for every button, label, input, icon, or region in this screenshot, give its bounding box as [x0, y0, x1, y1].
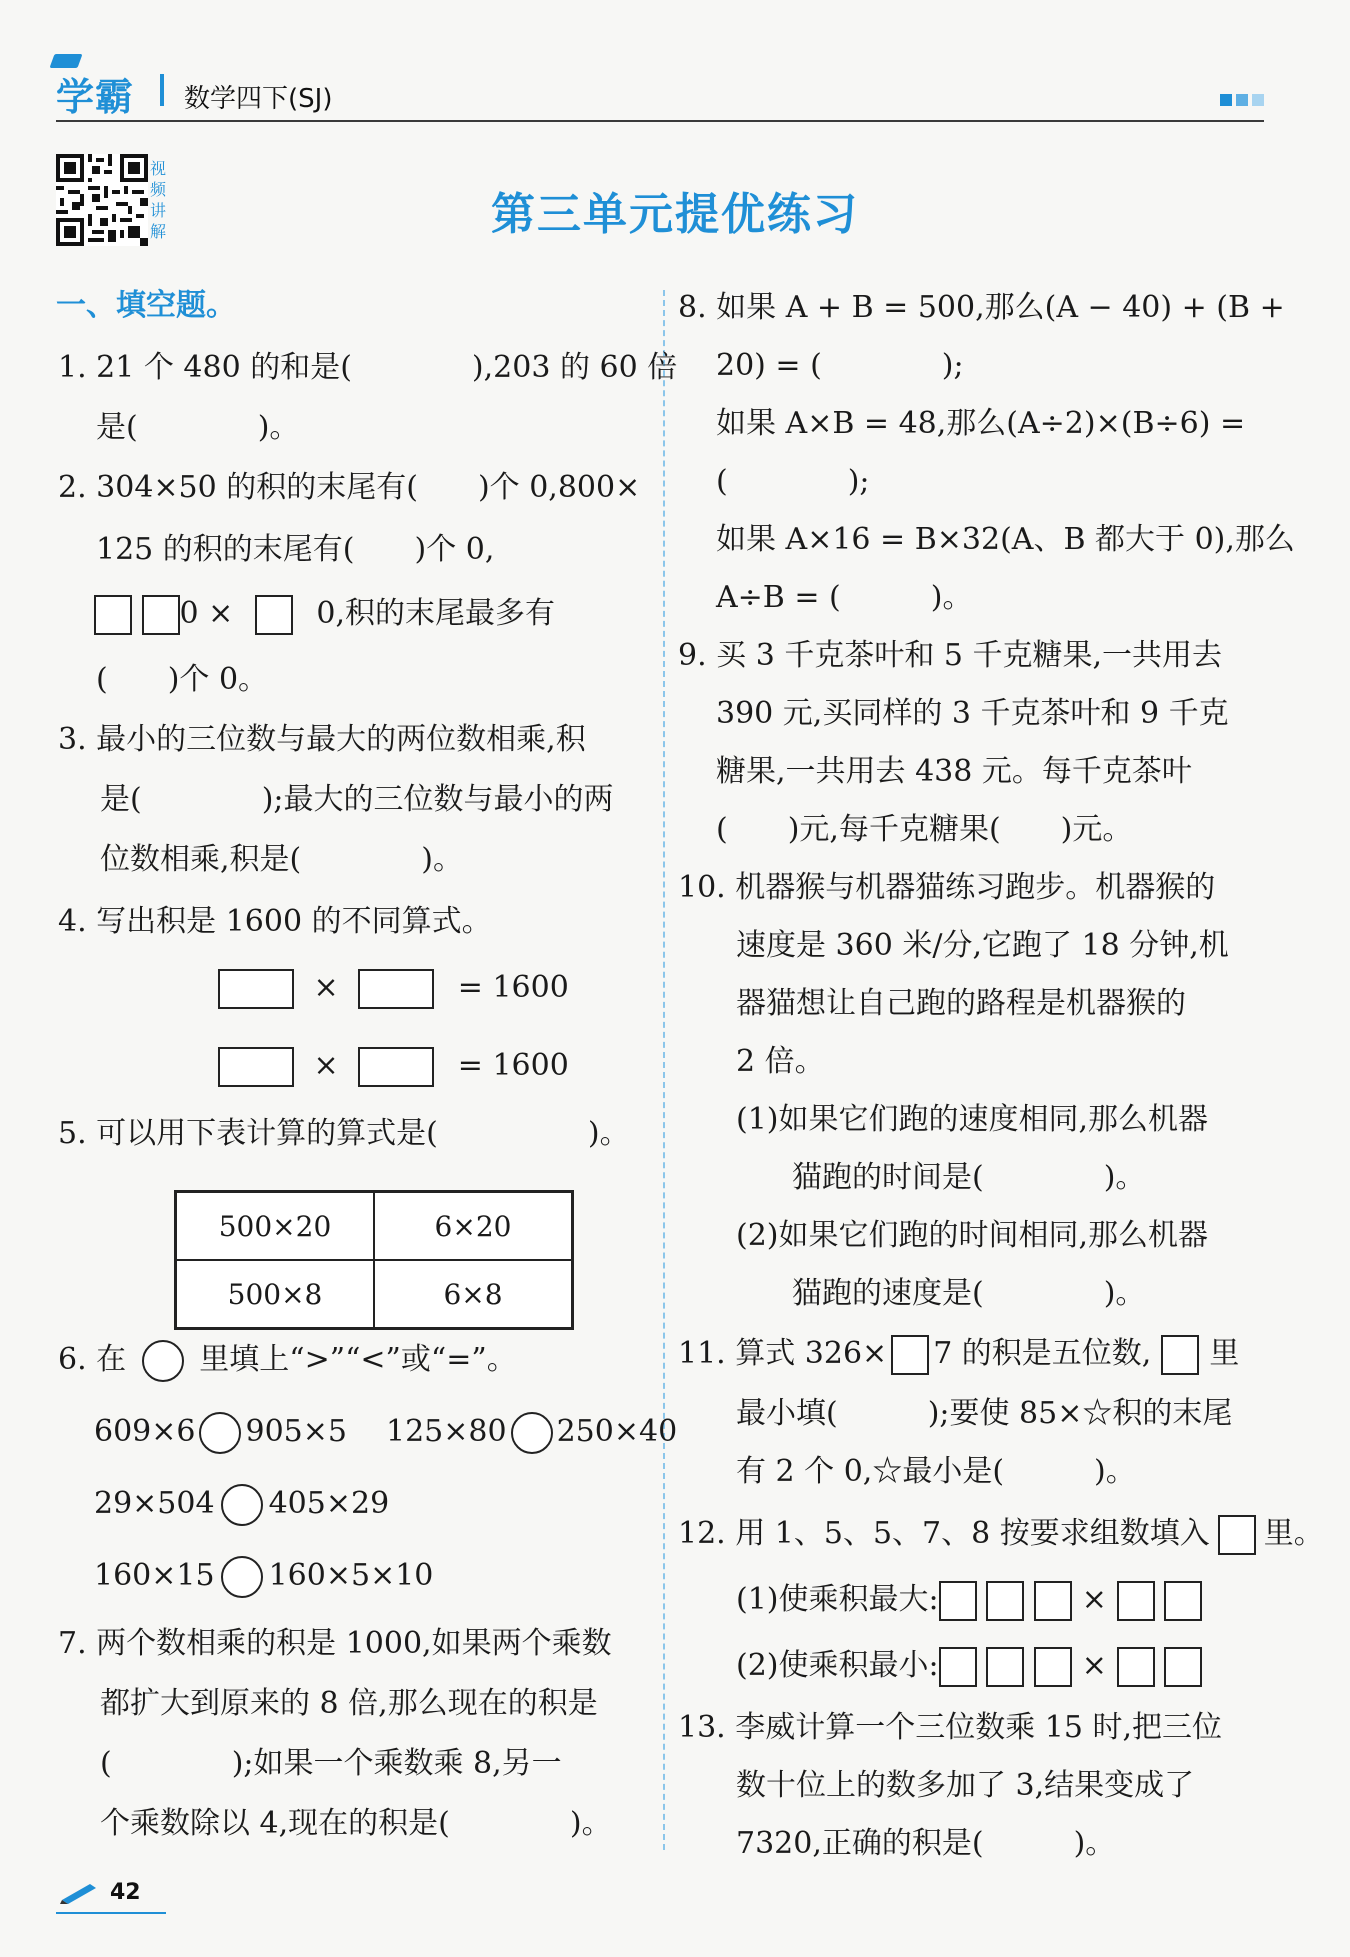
- table-cell: 500×20: [176, 1192, 375, 1261]
- q8-line2: 20) = ( );: [716, 348, 964, 383]
- q11-line2: 最小填( );要使 85×☆积的末尾: [736, 1396, 1233, 1431]
- header-rule: [56, 120, 1264, 122]
- q10-sub1: (1)如果它们跑的速度相同,那么机器: [736, 1102, 1209, 1137]
- q2-line3: [94, 594, 555, 635]
- digit-box[interactable]: [255, 595, 293, 635]
- q8-line4: ( );: [716, 464, 870, 499]
- q13-line3: 7320,正确的积是( )。: [736, 1826, 1116, 1861]
- q6-item: 609×6 905×5: [94, 1412, 347, 1454]
- q10-line2: 速度是 360 米/分,它跑了 18 分钟,机: [736, 928, 1229, 963]
- digit-box[interactable]: [142, 595, 180, 635]
- column-divider: [663, 290, 665, 1850]
- compare-circle[interactable]: [199, 1412, 241, 1454]
- digit-box[interactable]: [986, 1581, 1024, 1621]
- q1-line2: 是( )。: [96, 410, 300, 445]
- answer-box[interactable]: [218, 969, 294, 1009]
- q12-line1: 12. 用 1、5、5、7、8 按要求组数填入 里。: [678, 1514, 1324, 1555]
- table-cell: 6×8: [374, 1260, 573, 1329]
- header-dots-decoration: [1220, 94, 1264, 106]
- q7-line4: 个乘数除以 4,现在的积是( )。: [100, 1806, 612, 1841]
- q6-prompt: [58, 1340, 517, 1382]
- q7-line1: 7. 两个数相乘的积是 1000,如果两个乘数: [58, 1626, 612, 1661]
- page-number: 42: [110, 1880, 141, 1905]
- table-cell: 6×20: [374, 1192, 573, 1261]
- q8-line5: 如果 A×16 = B×32(A、B 都大于 0),那么: [716, 522, 1295, 557]
- equals-1600: = 1600: [457, 970, 569, 1005]
- q1-line1: 1. 21 个 480 的和是( ),203 的 60 倍: [58, 350, 678, 385]
- digit-box[interactable]: [986, 1647, 1024, 1687]
- times-sign: ×: [313, 1048, 339, 1083]
- q4-prompt: 4. 写出积是 1600 的不同算式。: [58, 904, 492, 939]
- q2-text-mid: 0 ×: [179, 596, 234, 631]
- q10-sub2: (2)如果它们跑的时间相同,那么机器: [736, 1218, 1209, 1253]
- q8-line6: A÷B = ( )。: [716, 580, 973, 615]
- digit-box[interactable]: [1161, 1335, 1199, 1375]
- q10-line4: 2 倍。: [736, 1044, 825, 1079]
- digit-box[interactable]: [1164, 1647, 1202, 1687]
- times-sign: ×: [313, 970, 339, 1005]
- answer-box[interactable]: [218, 1047, 294, 1087]
- answer-box[interactable]: [358, 969, 434, 1009]
- q5-prompt: 5. 可以用下表计算的算式是( )。: [58, 1116, 630, 1151]
- qr-video-label: 视频讲解: [150, 159, 167, 241]
- q2-line1: 2. 304×50 的积的末尾有( )个 0,800×: [58, 470, 641, 505]
- q11-line1: 11. 算式 326× 7 的积是五位数, 里: [678, 1334, 1239, 1375]
- calculation-table: [174, 1190, 574, 1330]
- q6-item: 160×15 160×5×10: [94, 1556, 433, 1598]
- q10-line1: 10. 机器猴与机器猫练习跑步。机器猴的: [678, 870, 1216, 905]
- q9-line2: 390 元,买同样的 3 千克茶叶和 9 千克: [716, 696, 1229, 731]
- compare-circle[interactable]: [511, 1412, 553, 1454]
- book-subtitle: 数学四下(SJ): [184, 84, 333, 114]
- q12-sub1: (1)使乘积最大: ×: [736, 1580, 1202, 1621]
- pencil-icon: [60, 1882, 100, 1904]
- digit-box[interactable]: [939, 1647, 977, 1687]
- q9-line4: ( )元,每千克糖果( )元。: [716, 812, 1133, 847]
- q6-post: 里填上“>”“<”或“=”。: [199, 1342, 517, 1377]
- q3-line2: 是( );最大的三位数与最小的两: [100, 782, 614, 817]
- q2-line2: 125 的积的末尾有( )个 0,: [96, 532, 495, 567]
- brand-logo: [56, 66, 134, 121]
- q13-line2: 数十位上的数多加了 3,结果变成了: [736, 1768, 1195, 1803]
- q9-line1: 9. 买 3 千克茶叶和 5 千克糖果,一共用去: [678, 638, 1223, 673]
- q4-row1: [218, 968, 569, 1009]
- digit-box[interactable]: [891, 1335, 929, 1375]
- q6-pre: 6. 在: [58, 1342, 127, 1377]
- q6-item: 29×504 405×29: [94, 1484, 389, 1526]
- q7-line3: ( );如果一个乘数乘 8,另一: [100, 1746, 562, 1781]
- equals-1600: = 1600: [457, 1048, 569, 1083]
- q10-sub2-cont: 猫跑的速度是( )。: [792, 1276, 1146, 1311]
- digit-box[interactable]: [1164, 1581, 1202, 1621]
- q11-line3: 有 2 个 0,☆最小是( )。: [736, 1454, 1136, 1489]
- digit-box[interactable]: [939, 1581, 977, 1621]
- q3-line1: 3. 最小的三位数与最大的两位数相乘,积: [58, 722, 586, 757]
- q13-line1: 13. 李威计算一个三位数乘 15 时,把三位: [678, 1710, 1223, 1745]
- compare-circle[interactable]: [142, 1340, 184, 1382]
- page-title: 第三单元提优练习: [491, 189, 859, 240]
- section-heading: 一、填空题。: [56, 288, 236, 323]
- q12-sub2: (2)使乘积最小: ×: [736, 1646, 1202, 1687]
- compare-circle[interactable]: [221, 1556, 263, 1598]
- digit-box[interactable]: [1218, 1515, 1256, 1555]
- q9-line3: 糖果,一共用去 438 元。每千克茶叶: [716, 754, 1192, 789]
- q10-sub1-cont: 猫跑的时间是( )。: [792, 1160, 1146, 1195]
- digit-box[interactable]: [1117, 1581, 1155, 1621]
- footer-rule: [56, 1912, 166, 1914]
- logo-text: 学霸: [56, 75, 135, 119]
- header-divider-bar: [160, 74, 164, 106]
- q3-line3: 位数相乘,积是( )。: [100, 842, 463, 877]
- q4-row2: [218, 1046, 569, 1087]
- table-cell: 500×8: [176, 1260, 375, 1329]
- digit-box[interactable]: [1117, 1647, 1155, 1687]
- q2-line4: ( )个 0。: [96, 662, 269, 697]
- digit-box[interactable]: [94, 595, 132, 635]
- q10-line3: 器猫想让自己跑的路程是机器猴的: [736, 986, 1186, 1021]
- page-header: [56, 66, 1264, 122]
- q8-line3: 如果 A×B = 48,那么(A÷2)×(B÷6) =: [716, 406, 1246, 441]
- q8-line1: 8. 如果 A + B = 500,那么(A − 40) + (B +: [678, 290, 1285, 325]
- q7-line2: 都扩大到原来的 8 倍,那么现在的积是: [100, 1686, 598, 1721]
- q6-item: 125×80 250×40: [386, 1412, 677, 1454]
- compare-circle[interactable]: [221, 1484, 263, 1526]
- digit-box[interactable]: [1034, 1581, 1072, 1621]
- q2-text-end: 0,积的末尾最多有: [316, 596, 556, 631]
- answer-box[interactable]: [358, 1047, 434, 1087]
- graduation-cap-icon: [49, 54, 82, 68]
- digit-box[interactable]: [1034, 1647, 1072, 1687]
